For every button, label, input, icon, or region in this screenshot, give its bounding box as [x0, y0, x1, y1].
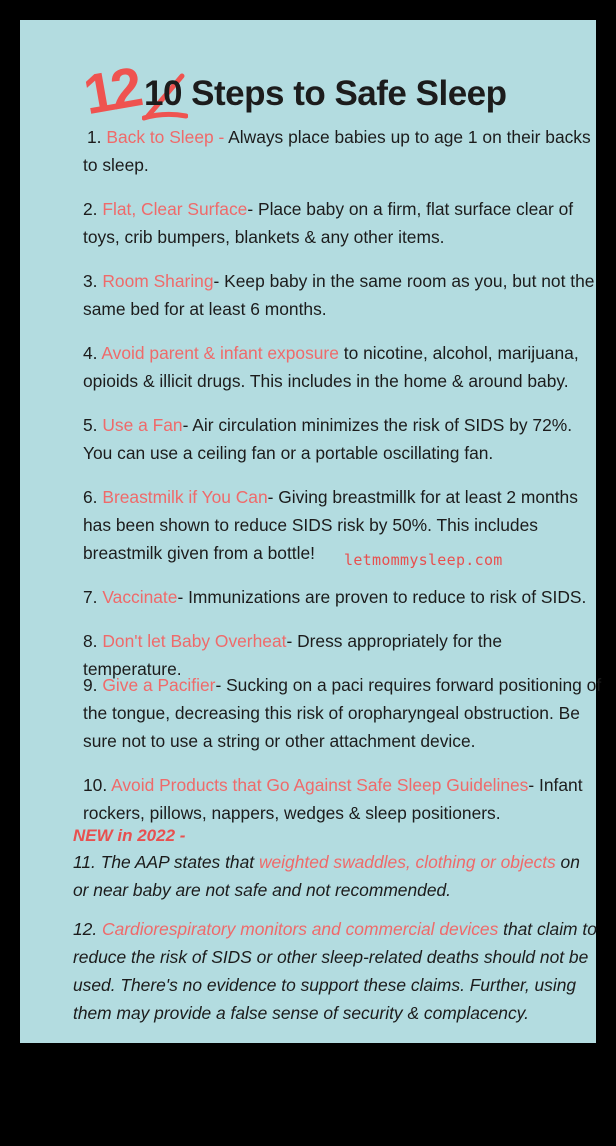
struck-number: 10 — [144, 74, 182, 113]
list-item: 2. Flat, Clear Surface- Place baby on a firm, flat surface clear of toys, crib bumpers, blankets & any other items. — [83, 199, 574, 247]
step-text: - Infant rockers, pillows, nappers, wedges & sleep positioners. — [83, 775, 583, 823]
step-highlight: Don't let Baby Overheat — [102, 631, 287, 651]
watermark-url: letmommysleep.com — [344, 551, 503, 569]
list-item: 5. Use a Fan- Air circulation minimizes the risk of SIDS by 72%. You can use a ceiling fan or a portable oscillating fan. — [83, 415, 573, 463]
infographic-card — [20, 20, 602, 1043]
step-text: - Keep baby in the same room as you, but not the same bed for at least 6 months. — [83, 271, 595, 319]
step-highlight: Use a Fan — [102, 415, 183, 435]
title-block — [78, 54, 600, 128]
step-text: - Giving breastmillk for at least 2 months has been shown to reduce SIDS risk by 50%. This includes breastmilk given from a bottle! — [83, 487, 578, 563]
step-highlight: weighted swaddles, clothing or objects — [258, 852, 556, 872]
list-item: 9. Give a Pacifier- Sucking on a paci requires forward positioning of the tongue, decreasing this risk of oropharyngeal obstruction. Be sure not to use a string or other attachment device. — [83, 675, 602, 751]
step-highlight: Vaccinate — [102, 587, 178, 607]
step-highlight: Breastmilk if You Can — [102, 487, 268, 507]
step-highlight: Give a Pacifier — [102, 675, 216, 695]
list-item: 3. Room Sharing- Keep baby in the same room as you, but not the same bed for at least 6 months. — [83, 271, 595, 319]
list-item: 4. Avoid parent & infant exposure to nicotine, alcohol, marijuana, opioids & illicit drugs. This includes in the home & around baby. — [83, 343, 579, 391]
step-text: that claim to reduce the risk of SIDS or other sleep-related deaths should not be used. There's no evidence to support these claims. Further, using them may provide a false sense of security & complacency. — [73, 919, 597, 1023]
list-item: 10. Avoid Products that Go Against Safe Sleep Guidelines- Infant rockers, pillows, nappers, wedges & sleep positioners. — [83, 775, 583, 823]
step-highlight: Avoid parent & infant exposure — [101, 343, 339, 363]
step-text: - Immunizations are proven to reduce to risk of SIDS. — [177, 587, 587, 607]
list-item: 6. Breastmilk if You Can- Giving breastmillk for at least 2 months has been shown to reduce SIDS risk by 50%. This includes breastmilk given from a bottle! — [83, 487, 578, 563]
step-highlight: Avoid Products that Go Against Safe Sleep Guidelines — [111, 775, 529, 795]
step-highlight: Room Sharing — [102, 271, 214, 291]
title-text: Steps to Safe Sleep — [191, 74, 507, 113]
list-item: 7. Vaccinate- Immunizations are proven to reduce to risk of SIDS. — [83, 587, 587, 607]
step-highlight: Cardiorespiratory monitors and commercial devices — [102, 919, 499, 939]
list-item: 12. Cardiorespiratory monitors and commercial devices that claim to reduce the risk of SIDS or other sleep-related deaths should not be used. There's no evidence to support these claims. Further, using them may provide a false sense of security & complacency. — [73, 919, 597, 1023]
step-highlight: Flat, Clear Surface — [102, 199, 248, 219]
step-text: - Dress appropriately for the temperature. — [83, 631, 502, 679]
page-title — [144, 74, 507, 114]
step-text: - Place baby on a firm, flat surface clear of toys, crib bumpers, blankets & any other items. — [83, 199, 574, 247]
list-item: 8. Don't let Baby Overheat- Dress appropriately for the temperature. — [83, 631, 502, 679]
handwritten-number: 12 — [78, 54, 144, 127]
list-item: 11. The AAP states that weighted swaddles, clothing or objects on or near baby are not safe and not recommended. — [73, 852, 580, 900]
list-item: 1. Back to Sleep - Always place babies up to age 1 on their backs to sleep. — [83, 127, 591, 175]
step-highlight: Back to Sleep - — [106, 127, 225, 147]
step-text: Always place babies up to age 1 on their backs to sleep. — [83, 127, 591, 175]
new-in-2022-label: NEW in 2022 - — [73, 826, 186, 845]
step-text: - Sucking on a paci requires forward positioning of the tongue, decreasing this risk of oropharyngeal obstruction. Be sure not to use a string or other attachment device. — [83, 675, 602, 751]
step-text: to nicotine, alcohol, marijuana, opioids & illicit drugs. This includes in the home & around baby. — [83, 343, 579, 391]
step-text: on or near baby are not safe and not recommended. — [73, 852, 580, 900]
step-text: - Air circulation minimizes the risk of SIDS by 72%. You can use a ceiling fan or a portable oscillating fan. — [83, 415, 573, 463]
